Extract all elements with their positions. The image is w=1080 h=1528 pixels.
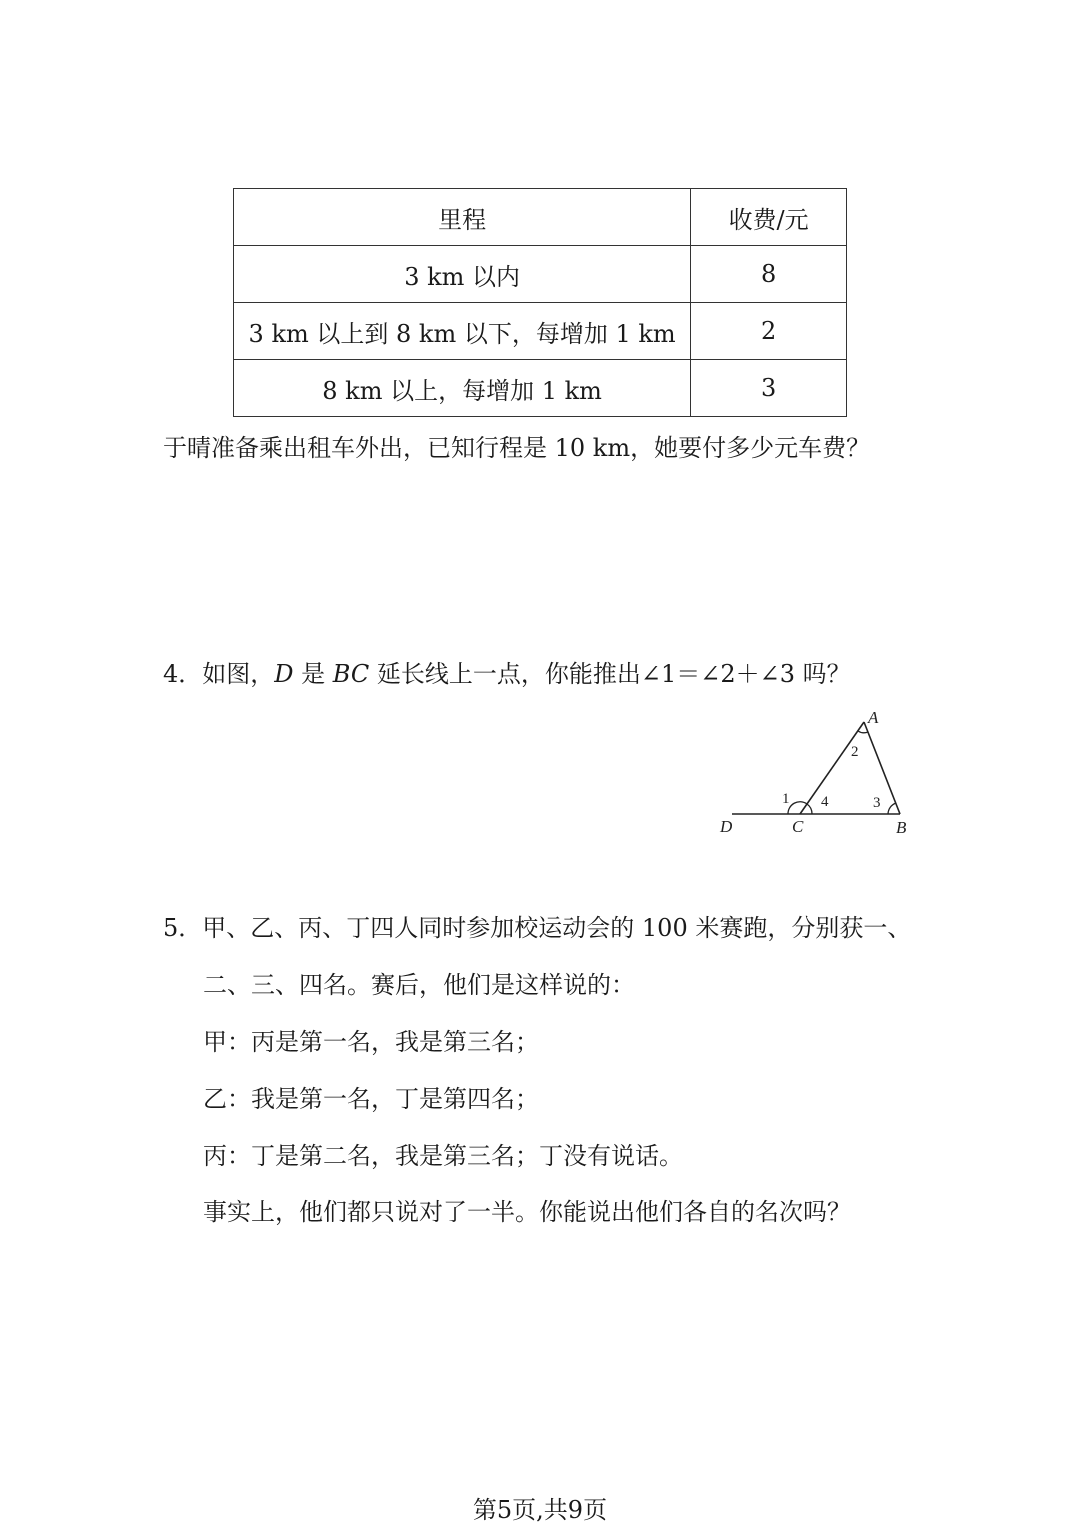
table-cell-fee: 8: [691, 246, 847, 303]
header-fee: 收费/元: [691, 189, 847, 246]
table-row: [234, 360, 847, 417]
table-cell-mileage: 3 km 以上到 8 km 以下，每增加 1 km: [234, 303, 691, 360]
header-mileage: 里程: [234, 189, 691, 246]
table-header-row: [234, 189, 847, 246]
label-a: A: [868, 708, 879, 727]
q5-text: 甲、乙、丙、丁四人同时参加校运动会的 100 米赛跑，分别获一、: [202, 914, 912, 942]
table-cell-fee: 3: [691, 360, 847, 417]
table-row: [234, 303, 847, 360]
question-5-line3: 甲：丙是第一名，我是第三名；: [203, 1028, 539, 1056]
label-d: D: [720, 817, 733, 836]
question-3-text: 于晴准备乘出租车外出，已知行程是 10 km，她要付多少元车费？: [163, 434, 871, 462]
question-5-line4: 乙：我是第一名，丁是第四名；: [203, 1085, 539, 1113]
line-ca: [800, 722, 864, 814]
question-5-line1: [163, 916, 911, 940]
question-number: 4．: [163, 660, 203, 688]
question-5-line5: 丙：丁是第二名，我是第三名；丁没有说话。: [203, 1142, 683, 1170]
label-angle-4: 4: [821, 794, 829, 810]
label-angle-1: 1: [782, 791, 790, 807]
fare-table: [233, 188, 847, 417]
var-d: D: [274, 660, 294, 688]
table-cell-fee: 2: [691, 303, 847, 360]
table-cell-mileage: 3 km 以内: [234, 246, 691, 303]
q4-text-part: 如图，: [202, 660, 275, 688]
angle-arc-4: [807, 804, 812, 814]
triangle-figure: [716, 706, 926, 840]
angle-arc-2: [858, 731, 868, 733]
label-c: C: [792, 817, 804, 836]
label-angle-3: 3: [873, 795, 881, 811]
question-5-line6: 事实上，他们都只说对了一半。你能说出他们各自的名次吗？: [203, 1198, 851, 1226]
question-5-line2: 二、三、四名。赛后，他们是这样说的：: [203, 971, 635, 999]
page-footer: 第5页,共9页: [472, 1496, 608, 1524]
label-angle-2: 2: [851, 744, 859, 760]
table-cell-mileage: 8 km 以上，每增加 1 km: [234, 360, 691, 417]
var-bc: BC: [332, 660, 370, 688]
line-ab: [864, 722, 900, 814]
question-number: 5．: [163, 914, 203, 942]
angle-arc-3: [888, 803, 896, 814]
table-row: [234, 246, 847, 303]
q4-text-part: 是: [293, 660, 333, 688]
q4-text-part: 延长线上一点，你能推出∠1＝∠2＋∠3 吗？: [369, 660, 851, 688]
label-b: B: [896, 818, 907, 837]
question-4-text: [163, 662, 851, 686]
